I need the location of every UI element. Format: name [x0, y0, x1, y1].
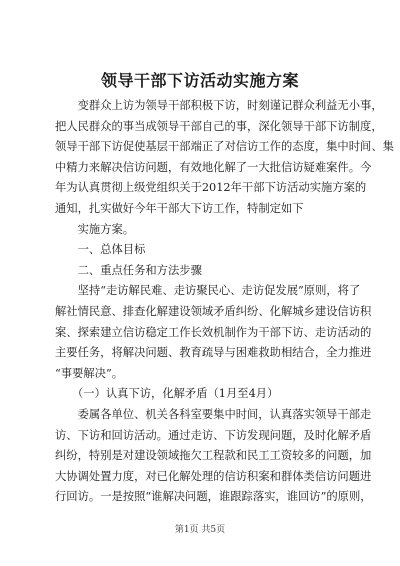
body-line: 纠纷，特别是对建设领域拖欠工程款和民工工资较多的问题，加: [55, 449, 372, 463]
body-line: 实施方案。: [55, 222, 135, 236]
body-line: 变群众上访为领导干部积极下访，时刻谨记群众利益无小事，: [55, 99, 383, 112]
document-body: [55, 96, 394, 508]
body-line: 大协调处置力度，对已化解处理的信访积案和群体类信访问题进: [55, 469, 372, 483]
body-line: “事要解决”。: [55, 366, 124, 380]
body-line: 年为认真贯彻上级党组织关于2012年干部下访活动实施方案的: [55, 181, 367, 195]
body-line: 委属各单位、机关各科室要集中时间，认真落实领导干部走: [55, 407, 372, 421]
body-line: 访、下访和回访活动。通过走访、下访发现问题，及时化解矛盾: [55, 428, 372, 442]
subsection-heading: （一）认真下访，化解矛盾（1月至4月）: [55, 387, 279, 401]
body-line: 通知，扎实做好今年干部大下访工作，特制定如下: [55, 201, 304, 215]
body-line: 解社情民意、排查化解建设领域矛盾纠纷、化解城乡建设信访积: [55, 304, 372, 318]
body-line: 领导干部下访促使基层干部端正了对信访工作的态度，集中时间、集: [55, 140, 394, 154]
page-number-footer: 第1页 共5页: [174, 525, 226, 535]
body-line: 坚持“走访解民难、走访聚民心、走访促发展”原则，将了: [55, 284, 361, 298]
section-heading: 一、总体目标: [55, 243, 146, 257]
section-heading: 二、重点任务和方法步骤: [55, 263, 202, 277]
body-line: 行回访。一是按照“谁解决问题，谁跟踪落实，谁回访”的原则，: [55, 490, 372, 504]
body-line: 中精力来解决信访问题，有效地化解了一大批信访疑难案件。今: [55, 160, 372, 174]
body-line: 把人民群众的事当成领导干部自己的事，深化领导干部下访制度，: [55, 119, 383, 133]
document-title: 领导干部下访活动实施方案: [100, 71, 299, 90]
body-line: 案、探索建立信访稳定工作长效机制作为干部下访、走访活动的: [55, 325, 372, 339]
body-line: 主要任务，将解决问题、教育疏导与困难救助相结合，全力推进: [55, 346, 372, 360]
